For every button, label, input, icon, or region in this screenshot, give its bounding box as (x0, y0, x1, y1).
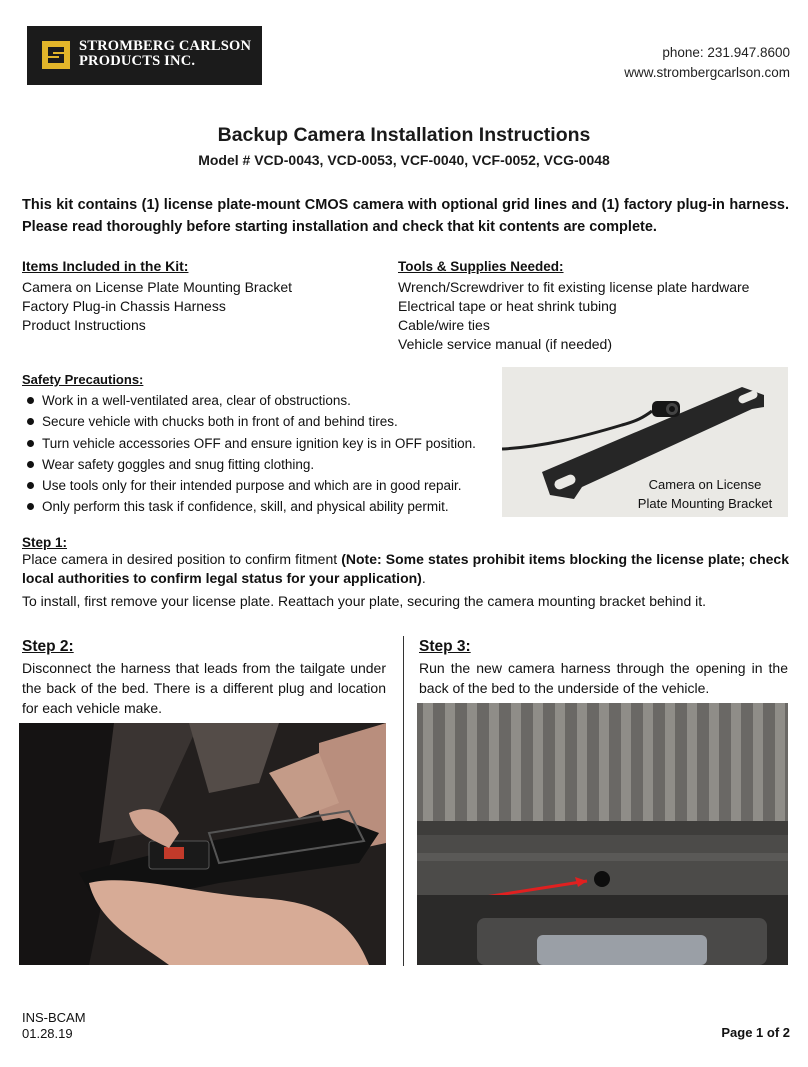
document-info (22, 1010, 86, 1042)
document-date: 01.28.19 (22, 1026, 73, 1041)
safety-item (22, 411, 502, 432)
safety-item (22, 475, 502, 496)
step-2 (22, 638, 386, 718)
bracket-caption (625, 475, 785, 513)
bullet-icon (27, 418, 34, 425)
kit-contents (22, 257, 292, 335)
contact-info (624, 43, 790, 83)
safety-precautions (22, 372, 502, 518)
safety-item-text: Turn vehicle accessories OFF and ensure ignition key is in OFF position. (42, 435, 476, 451)
bullet-icon (27, 461, 34, 468)
tool-item: Cable/wire ties (398, 317, 490, 333)
truck-bed-photo (417, 703, 788, 965)
kit-item: Product Instructions (22, 317, 146, 333)
company-logo (27, 26, 262, 85)
document-title: Backup Camera Installation Instructions (217, 124, 591, 146)
safety-item (22, 454, 502, 475)
step-1-text-2: To install, first remove your license plate. Reattach your plate, securing the camera mounting bracket behind it. (22, 593, 707, 609)
kit-item: Factory Plug-in Chassis Harness (22, 298, 226, 314)
step-1-note: (Note: Some states prohibit items blocking the license plate; check local authorities to confirm legal status for your application) (22, 551, 789, 586)
step-2-heading: Step 2: (22, 638, 74, 655)
step-1-text-main: Place camera in desired position to confirm fitment (22, 551, 342, 567)
bullet-icon (27, 482, 34, 489)
bullet-icon (27, 397, 34, 404)
step-3 (419, 638, 788, 698)
logo-line-1: STROMBERG CARLSON (79, 38, 252, 54)
safety-item (22, 496, 502, 517)
safety-item-text: Secure vehicle with chucks both in front of and behind tires. (42, 414, 398, 430)
kit-heading: Items Included in the Kit: (22, 258, 189, 274)
step-1 (22, 535, 789, 611)
safety-item-text: Wear safety goggles and snug fitting clothing. (42, 456, 315, 472)
logo-line-2: PRODUCTS INC. (79, 53, 196, 69)
bullet-icon (27, 503, 34, 510)
intro-paragraph: This kit contains (1) license plate-mount CMOS camera with optional grid lines and (1) factory plug-in harness. Please read thoroughly before starting installation and check that kit contents are complete. (22, 197, 789, 235)
harness-photo (19, 723, 386, 965)
safety-heading: Safety Precautions: (22, 372, 144, 387)
safety-item-text: Use tools only for their intended purpose and which are in good repair. (42, 478, 462, 494)
safety-item-text: Only perform this task if confidence, skill, and physical ability permit. (42, 499, 449, 515)
step-3-text: Run the new camera harness through the opening in the back of the bed to the underside of the vehicle. (419, 660, 788, 696)
document-id: INS-BCAM (22, 1010, 86, 1025)
safety-item (22, 433, 502, 454)
safety-item-text: Work in a well-ventilated area, clear of obstructions. (42, 393, 351, 408)
column-divider (403, 636, 404, 966)
harness-illustration (19, 723, 386, 965)
step-2-text: Disconnect the harness that leads from the tailgate under the back of the bed. There is a different plug and location for each vehicle make. (22, 660, 386, 716)
logo-mark-icon (42, 41, 70, 69)
caption-line-1: Camera on License (648, 477, 762, 492)
bullet-icon (27, 440, 34, 447)
tool-item: Vehicle service manual (if needed) (398, 336, 613, 352)
step-1-heading: Step 1: (22, 535, 68, 550)
bracket-photo (502, 367, 788, 517)
tool-item: Wrench/Screwdriver to fit existing license plate hardware (398, 279, 750, 295)
caption-line-2: Plate Mounting Bracket (637, 496, 773, 511)
tools-heading: Tools & Supplies Needed: (398, 259, 564, 274)
website-url: www.strombergcarlson.com (624, 65, 790, 80)
model-numbers: Model # VCD-0043, VCD-0053, VCF-0040, VCF-0052, VCG-0048 (198, 152, 610, 168)
step-1-text (22, 550, 789, 588)
safety-list (22, 390, 502, 518)
kit-item: Camera on License Plate Mounting Bracket (22, 279, 293, 295)
step-3-heading: Step 3: (419, 638, 471, 655)
phone-number: phone: 231.947.8600 (662, 45, 790, 60)
truck-bed-illustration (417, 703, 788, 965)
logo-text (79, 39, 251, 69)
step-1-text-end: . (421, 570, 426, 586)
tools-supplies (398, 257, 749, 354)
safety-item (22, 390, 502, 411)
page-number: Page 1 of 2 (721, 1025, 790, 1040)
tool-item: Electrical tape or heat shrink tubing (398, 298, 617, 314)
